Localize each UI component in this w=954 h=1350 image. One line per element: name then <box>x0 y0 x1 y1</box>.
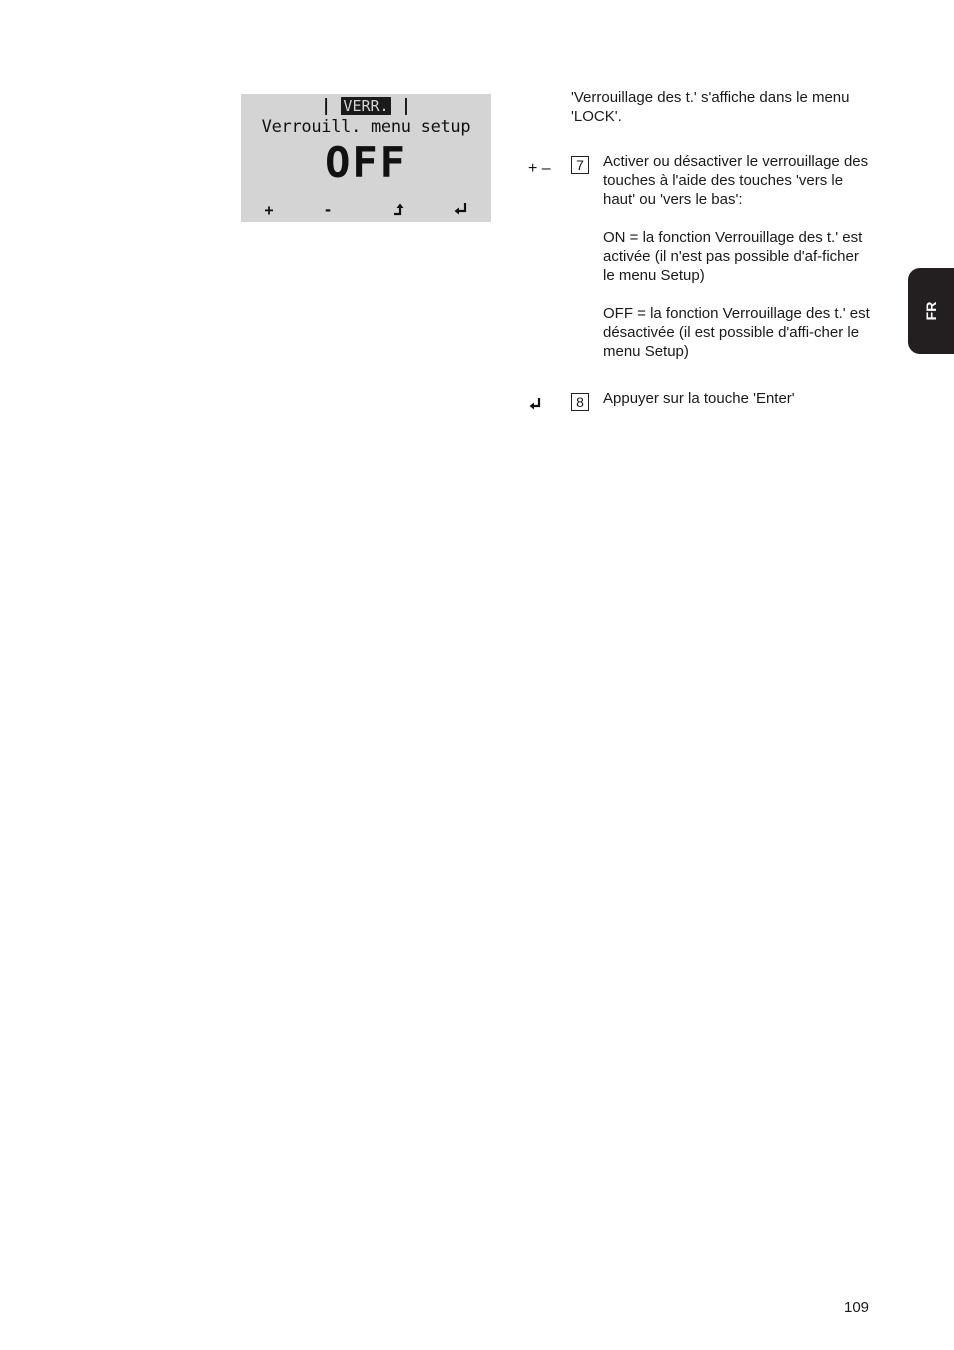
lcd-value: OFF <box>325 138 407 187</box>
return-up-icon <box>390 200 410 216</box>
step-7-off-description: OFF = la fonction Verrouillage des t.' est désactivée (il est possible d'affi-cher le menu Setup) <box>603 305 870 360</box>
lcd-display <box>241 94 491 222</box>
step-7-instruction: Activer ou désactiver le verrouillage des touches à l'aide des touches 'vers le haut' ou 'vers le bas': <box>603 153 869 208</box>
page-number: 109 <box>844 1299 870 1316</box>
language-side-tab <box>908 268 954 354</box>
lcd-key-plus: + <box>264 201 274 219</box>
lcd-tab-separator-right: | <box>390 96 412 116</box>
intro-text: 'Verrouillage des t.' s'affiche dans le menu 'LOCK'. <box>571 89 850 125</box>
enter-icon <box>450 200 470 216</box>
step-7-text <box>603 152 873 361</box>
lcd-key-row <box>241 200 491 220</box>
lcd-menu-tabs <box>241 96 491 116</box>
plus-minus-keys-label: + – <box>528 160 551 177</box>
lcd-tab-active: VERR. <box>343 97 389 115</box>
language-label: FR <box>923 301 939 321</box>
lcd-key-minus: - <box>323 201 333 219</box>
step-number-8: 8 <box>571 393 589 411</box>
step-number-7: 7 <box>571 156 589 174</box>
step-8-text: Appuyer sur la touche 'Enter' <box>603 390 795 407</box>
lcd-tab-separator-left: | <box>320 96 342 116</box>
step-7-on-description: ON = la fonction Verrouillage des t.' est activée (il n'est pas possible d'af-ficher le menu Setup) <box>603 229 863 284</box>
enter-icon <box>528 397 542 416</box>
lcd-menu-line: Verrouill. menu setup <box>261 117 471 137</box>
